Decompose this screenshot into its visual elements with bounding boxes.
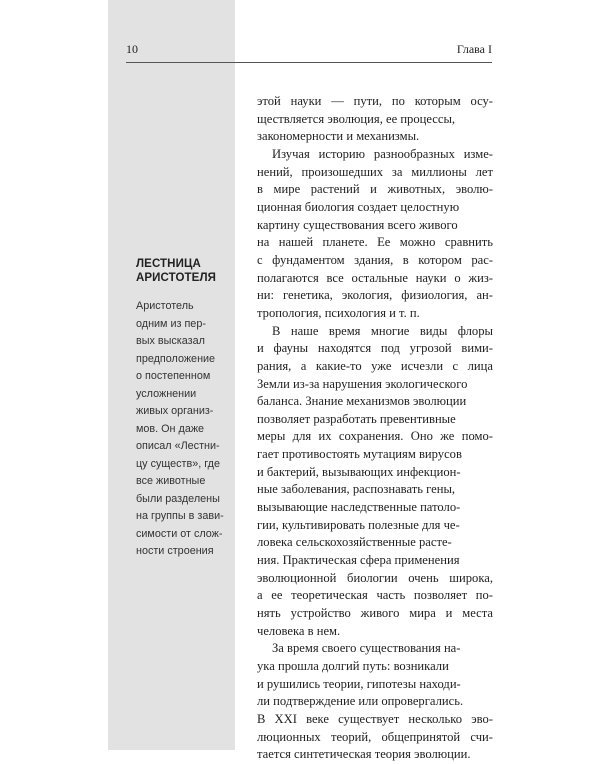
sidebar-heading-line: ЛЕСТНИЦА xyxy=(136,258,201,270)
sidebar-text-line: симости от слож- xyxy=(136,527,223,540)
body-text-line: на нашей планете. Ее можно сравнить xyxy=(257,235,493,250)
body-text-line: картину существования всего живого xyxy=(257,217,458,232)
body-text-line: и рушились теории, гипотезы находи- xyxy=(257,676,461,691)
body-text-line: Земли из-за нарушения экологического xyxy=(257,376,468,391)
sidebar-text-line: о постепенном xyxy=(136,370,211,382)
sidebar-text-line: были разделены xyxy=(136,492,220,505)
body-text-line: в мире растений и животных, эволю- xyxy=(257,182,493,197)
main-text-column xyxy=(257,93,493,764)
body-text-line: гии, культивировать полезные для че- xyxy=(257,517,460,532)
body-text-line: полагаются все остальные науки о жиз- xyxy=(257,270,493,285)
body-text-line: тается синтетическая теория эволюции. xyxy=(257,747,471,762)
body-text-line: рания, а какие-то уже исчезли с лица xyxy=(257,358,493,373)
body-text-line: человека в нем. xyxy=(257,623,341,638)
body-text-line: закономерности и механизмы. xyxy=(257,129,420,144)
body-text-line: вызывающие наследственные патоло- xyxy=(257,500,461,515)
body-text-line: ни: генетика, экология, физиология, ан- xyxy=(257,288,493,303)
sidebar-note xyxy=(136,257,232,561)
chapter-title: Глава I xyxy=(456,42,492,56)
sidebar-text-line: мов. Он даже xyxy=(136,422,205,435)
body-text-line: За время своего существования на- xyxy=(272,641,461,656)
body-text-line: В наше время многие виды флоры xyxy=(272,323,493,338)
body-text-line: эволюционной биологии очень широка, xyxy=(257,570,493,585)
sidebar-text-line: предположение xyxy=(136,352,216,365)
body-text-line: Изучая историю разнообразных изме- xyxy=(272,146,493,161)
sidebar-text-line: Аристотель xyxy=(136,300,194,312)
body-text-line: В XXI веке существует несколько эво- xyxy=(257,711,493,726)
body-text-line: ные заболевания, распознавать гены, xyxy=(257,482,456,497)
body-text-line: ука прошла долгий путь: возникали xyxy=(257,659,449,673)
body-text-line: нять устройство живого мира и места xyxy=(257,606,493,621)
body-text-line: ловека сельскохозяйственные расте- xyxy=(257,535,452,550)
body-text-line: и бактерий, вызывающих инфекцион- xyxy=(257,464,461,479)
body-text-line: баланса. Знание механизмов эволюции xyxy=(257,394,467,409)
sidebar-text-line: одним из пер- xyxy=(136,317,206,330)
body-text-line: люционных теорий, общепринятой счи- xyxy=(257,729,493,744)
sidebar-text-line: ности строения xyxy=(136,545,214,557)
body-text-line: с фундаментом здания, в котором рас- xyxy=(257,252,493,267)
running-head xyxy=(126,40,492,63)
sidebar-text-line: все животные xyxy=(136,475,206,487)
body-text-line: ционная биология создает целостную xyxy=(257,199,460,214)
sidebar-body xyxy=(136,298,232,561)
body-text-line: а ее теоретическая часть позволяет по- xyxy=(257,588,493,603)
sidebar-text-line: живых организ- xyxy=(136,405,214,417)
body-text-line: меры для их сохранения. Оно же помо- xyxy=(257,429,493,444)
sidebar-heading xyxy=(136,257,232,285)
body-text-line: и фауны находятся под угрозой вими- xyxy=(257,341,493,356)
body-text-line: этой науки — пути, по которым осу- xyxy=(257,94,493,108)
body-text-line: ществляется эволюция, ее процессы, xyxy=(257,111,456,126)
body-text-line: ли подтверждение или опровергались. xyxy=(257,694,464,709)
page-number: 10 xyxy=(126,42,138,56)
sidebar-heading-line: АРИСТОТЕЛЯ xyxy=(136,272,216,284)
body-text-line: нений, произошедших за миллионы лет xyxy=(257,164,493,179)
sidebar-text-line: цу существ», где xyxy=(136,457,220,470)
sidebar-text-line: усложнении xyxy=(136,387,197,400)
sidebar-text-line: описал «Лестни- xyxy=(136,440,220,452)
body-text-line: тропология, психология и т. п. xyxy=(257,305,420,320)
body-text-line: гает противостоять мутациям вирусов xyxy=(257,447,462,462)
sidebar-text-line: вых высказал xyxy=(136,335,205,347)
body-text-line: позволяет разработать превентивные xyxy=(257,411,456,426)
sidebar-text-line: на группы в зави- xyxy=(136,510,224,522)
body-text-line: ния. Практическая сфера применения xyxy=(257,553,460,568)
